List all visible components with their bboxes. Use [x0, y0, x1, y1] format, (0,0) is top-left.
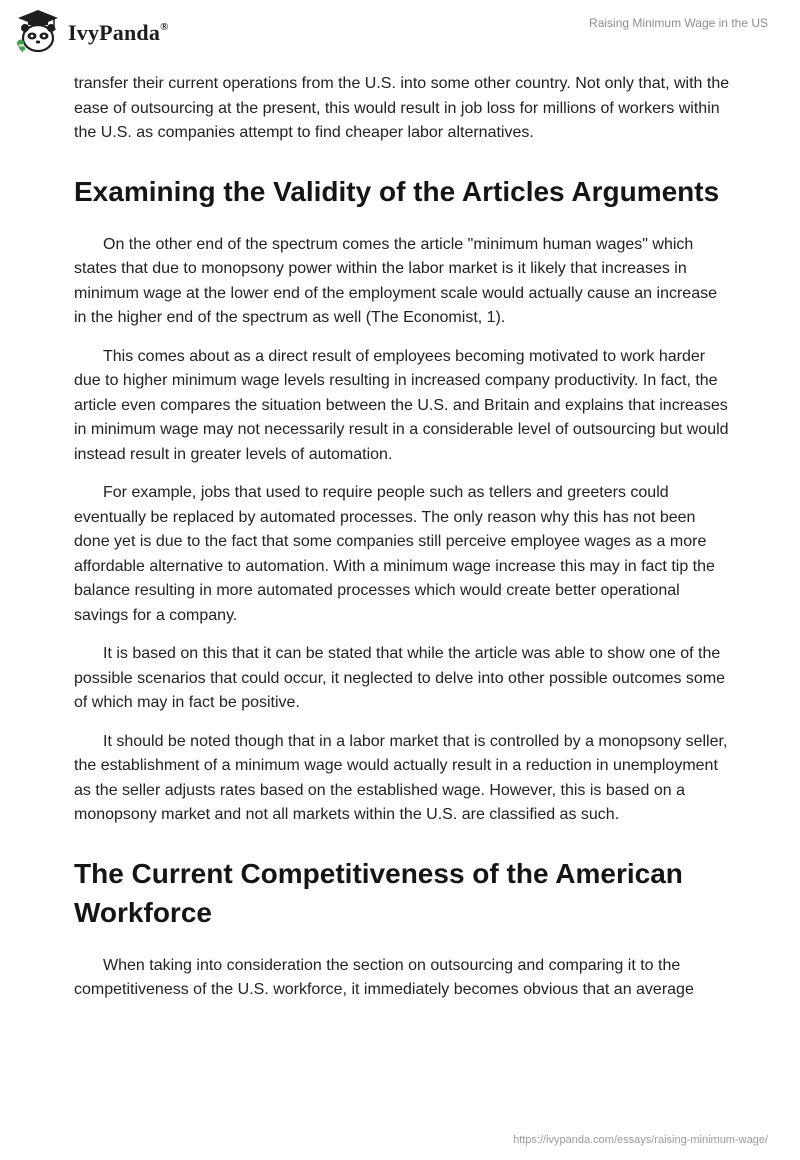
intro-paragraph: transfer their current operations from the U.S. into some other country. Not only that, with the ease of outsourcing at the present, this would result in job loss for millions of workers within the U.S. as companies attempt to find cheaper labor alternatives.: [74, 75, 730, 141]
paragraph: It should be noted though that in a labor market that is controlled by a monopsony seller, the establishment of a minimum wage would actually result in a reduction in unemployment as the seller adjusts rates based on the established wage. However, this is based on a monopsony market and not all markets within the U.S. are classified as such.: [74, 732, 728, 823]
paragraph: It is based on this that it can be stated that while the article was able to show one of the possible scenarios that could occur, it neglected to delve into other possible outcomes some of which may in fact be positive.: [74, 645, 726, 711]
paragraph: When taking into consideration the section on outsourcing and comparing it to the competitiveness of the U.S. workforce, it immediately becomes obvious that an average: [74, 956, 694, 998]
footer-url-link[interactable]: https://ivypanda.com/essays/raising-minimum-wage/: [513, 1134, 768, 1146]
paragraph: On the other end of the spectrum comes the article "minimum human wages" which states that due to monopsony power within the labor market is it likely that increases in minimum wage at the lower end of the employment scale would actually cause an increase in the higher end of the spectrum as well (The Economist, 1).: [74, 235, 717, 326]
brand-name: IvyPanda®: [68, 20, 169, 45]
ivypanda-logo[interactable]: [14, 8, 169, 54]
section-heading-competitiveness: The Current Competitiveness of the American Workforce: [74, 857, 683, 928]
page-header: [0, 0, 800, 62]
paragraph: For example, jobs that used to require people such as tellers and greeters could eventually be replaced by automated processes. The only reason why this has not been done yet is due to the fact that some companies still perceive employee wages as a more affordable alternative to automation. With a minimum wage increase this may in fact tip the balance resulting in more automated processes which would create better operational savings for a company.: [74, 484, 715, 624]
panda-graduate-icon: [14, 8, 62, 54]
section-heading-validity: Examining the Validity of the Articles Arguments: [74, 175, 720, 207]
article-content: [74, 72, 730, 1017]
document-title: Raising Minimum Wage in the US: [589, 16, 768, 30]
paragraph: This comes about as a direct result of employees becoming motivated to work harder due to higher minimum wage levels resulting in increased company productivity. In fact, the article even compares the situation between the U.S. and Britain and explains that increases in minimum wage may not necessarily result in a considerable level of outsourcing but would instead result in greater levels of automation.: [74, 347, 729, 463]
